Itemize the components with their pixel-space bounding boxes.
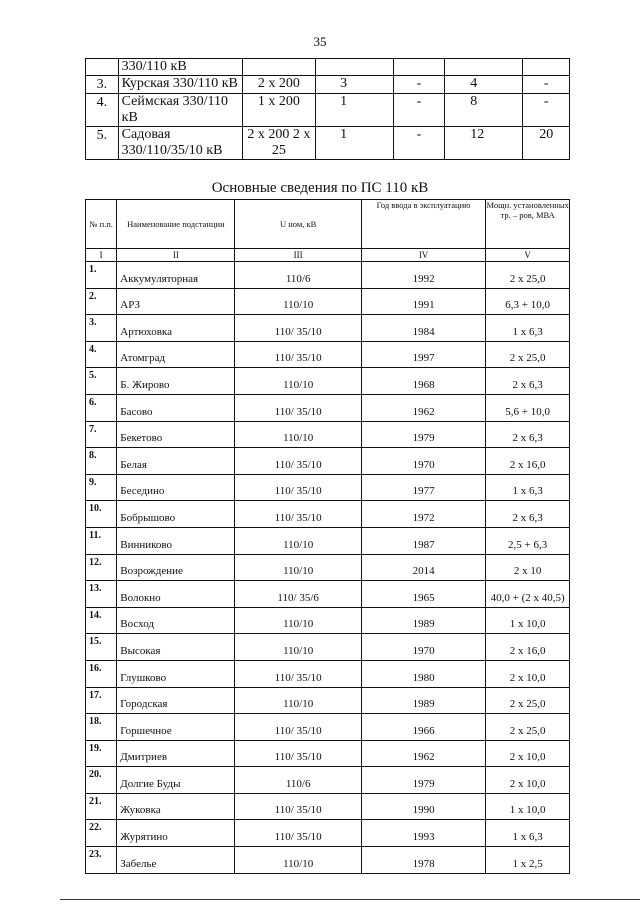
cell-num: 23. <box>86 847 117 874</box>
cell-u: 110/6 <box>235 262 361 289</box>
cell-name: Бобрышово <box>117 501 235 528</box>
cell-num: 9. <box>86 474 117 501</box>
cell-c6: 8 <box>445 94 523 127</box>
cell-num: 5. <box>86 127 119 160</box>
cell-num: 7. <box>86 421 117 448</box>
cell-num: 12. <box>86 554 117 581</box>
table-row <box>86 820 570 847</box>
cell-transformers: 1 х 200 <box>242 94 315 127</box>
roman-3: III <box>235 249 361 262</box>
cell-power: 2 х 16,0 <box>486 448 570 475</box>
cell-year: 1965 <box>361 581 485 608</box>
cell-u: 110/10 <box>235 527 361 554</box>
cell-u: 110/ 35/10 <box>235 660 361 687</box>
cell-name: Возрождение <box>117 554 235 581</box>
cell-num: 4. <box>86 94 119 127</box>
cell-c4: 3 <box>316 76 394 94</box>
cell-name: Долгие Буды <box>117 767 235 794</box>
table-header-row <box>86 200 570 249</box>
cell-num: 22. <box>86 820 117 847</box>
cell-year: 1972 <box>361 501 485 528</box>
cell-num: 6. <box>86 394 117 421</box>
cell-c7: - <box>523 94 570 127</box>
cell-year: 1970 <box>361 634 485 661</box>
cell-num: 21. <box>86 793 117 820</box>
header-num: № п.п. <box>86 200 117 249</box>
cell-year: 1997 <box>361 341 485 368</box>
section-title: Основные сведения по ПС 110 кВ <box>211 180 429 196</box>
cell-name: Дмитриев <box>117 740 235 767</box>
table-row <box>86 59 570 76</box>
table-row <box>86 714 570 741</box>
cell-year: 1990 <box>361 793 485 820</box>
cell-power: 2 х 10,0 <box>486 767 570 794</box>
cell-power: 2,5 + 6,3 <box>486 527 570 554</box>
cell-power: 1 х 6,3 <box>486 474 570 501</box>
header-name: Наименование подстанции <box>117 200 235 249</box>
cell-c4 <box>316 59 394 76</box>
cell-year: 1991 <box>361 288 485 315</box>
cell-power: 2 х 6,3 <box>486 501 570 528</box>
cell-c5 <box>393 59 445 76</box>
cell-num: 15. <box>86 634 117 661</box>
cell-num: 13. <box>86 581 117 608</box>
cell-c4: 1 <box>316 127 394 160</box>
cell-num: 3. <box>86 76 119 94</box>
table-row <box>86 501 570 528</box>
table-row <box>86 527 570 554</box>
cell-u: 110/ 35/6 <box>235 581 361 608</box>
cell-name: Б. Жирово <box>117 368 235 395</box>
cell-year: 1962 <box>361 740 485 767</box>
cell-u: 110/ 35/10 <box>235 793 361 820</box>
cell-num: 10. <box>86 501 117 528</box>
cell-power: 2 х 25,0 <box>486 714 570 741</box>
table-row <box>86 847 570 874</box>
cell-name: Белая <box>117 448 235 475</box>
cell-year: 1992 <box>361 262 485 289</box>
cell-u: 110/ 35/10 <box>235 341 361 368</box>
cell-num: 14. <box>86 607 117 634</box>
cell-u: 110/10 <box>235 288 361 315</box>
cell-num: 1. <box>86 262 117 289</box>
cell-u: 110/ 35/10 <box>235 474 361 501</box>
table-row <box>86 581 570 608</box>
cell-name: Артюховка <box>117 315 235 342</box>
cell-year: 1978 <box>361 847 485 874</box>
table-row <box>86 634 570 661</box>
table-row <box>86 421 570 448</box>
header-power: Мощн. установленных тр. – ров, МВА <box>486 200 570 249</box>
roman-numerals-row <box>86 249 570 262</box>
cell-u: 110/10 <box>235 421 361 448</box>
cell-u: 110/ 35/10 <box>235 820 361 847</box>
cell-transformers: 2 х 200 <box>242 76 315 94</box>
cell-power: 40,0 + (2 х 40,5) <box>486 581 570 608</box>
cell-transformers: 2 х 200 2 х 25 <box>242 127 315 160</box>
roman-2: II <box>117 249 235 262</box>
cell-u: 110/ 35/10 <box>235 315 361 342</box>
cell-num: 8. <box>86 448 117 475</box>
cell-u: 110/6 <box>235 767 361 794</box>
cell-power: 2 х 16,0 <box>486 634 570 661</box>
table-row <box>86 394 570 421</box>
cell-c6: 4 <box>445 76 523 94</box>
cell-u: 110/ 35/10 <box>235 501 361 528</box>
cell-num: 16. <box>86 660 117 687</box>
cell-year: 1989 <box>361 607 485 634</box>
cell-power: 1 х 10,0 <box>486 607 570 634</box>
cell-name: Атомград <box>117 341 235 368</box>
table-row <box>86 94 570 127</box>
substations-110-table <box>85 199 570 874</box>
cell-year: 1987 <box>361 527 485 554</box>
cell-power: 5,6 + 10,0 <box>486 394 570 421</box>
cell-u: 110/10 <box>235 554 361 581</box>
cell-u: 110/10 <box>235 368 361 395</box>
cell-power: 6,3 + 10,0 <box>486 288 570 315</box>
cell-name: Аккумуляторная <box>117 262 235 289</box>
cell-year: 1979 <box>361 767 485 794</box>
cell-u: 110/ 35/10 <box>235 448 361 475</box>
cell-u: 110/10 <box>235 847 361 874</box>
cell-u: 110/ 35/10 <box>235 394 361 421</box>
cell-name: Сеймская 330/110 кВ <box>118 94 242 127</box>
cell-year: 1966 <box>361 714 485 741</box>
cell-c5: - <box>393 94 445 127</box>
cell-u: 110/ 35/10 <box>235 740 361 767</box>
cell-c5: - <box>393 127 445 160</box>
cell-power: 1 х 2,5 <box>486 847 570 874</box>
cell-year: 1970 <box>361 448 485 475</box>
cell-power: 1 х 6,3 <box>486 315 570 342</box>
substations-330-table <box>85 58 570 160</box>
cell-year: 1984 <box>361 315 485 342</box>
page-bottom-rule <box>60 899 640 900</box>
table-row <box>86 660 570 687</box>
cell-year: 1979 <box>361 421 485 448</box>
cell-u: 110/10 <box>235 607 361 634</box>
cell-num: 3. <box>86 315 117 342</box>
cell-name: Высокая <box>117 634 235 661</box>
cell-name: Бекетово <box>117 421 235 448</box>
table-row <box>86 315 570 342</box>
cell-power: 2 х 25,0 <box>486 262 570 289</box>
table-row <box>86 262 570 289</box>
cell-c6 <box>445 59 523 76</box>
table-row <box>86 368 570 395</box>
cell-name: Глушково <box>117 660 235 687</box>
cell-num <box>86 59 119 76</box>
cell-num: 11. <box>86 527 117 554</box>
roman-4: IV <box>361 249 485 262</box>
cell-name: Восход <box>117 607 235 634</box>
cell-num: 2. <box>86 288 117 315</box>
cell-power: 2 х 25,0 <box>486 687 570 714</box>
cell-name: Басово <box>117 394 235 421</box>
cell-year: 2014 <box>361 554 485 581</box>
table-row <box>86 448 570 475</box>
cell-name: Курская 330/110 кВ <box>118 76 242 94</box>
cell-name: Винниково <box>117 527 235 554</box>
cell-c7: - <box>523 76 570 94</box>
cell-transformers <box>242 59 315 76</box>
header-year: Год ввода в эксплуатацию <box>361 200 485 249</box>
cell-year: 1962 <box>361 394 485 421</box>
cell-name: Садовая 330/110/35/10 кВ <box>118 127 242 160</box>
table-row <box>86 288 570 315</box>
cell-power: 2 х 10,0 <box>486 740 570 767</box>
cell-name: Городская <box>117 687 235 714</box>
cell-year: 1977 <box>361 474 485 501</box>
header-u-nom: U ном, кВ <box>235 200 361 249</box>
cell-name: АРЗ <box>117 288 235 315</box>
table-row <box>86 127 570 160</box>
cell-c4: 1 <box>316 94 394 127</box>
cell-num: 20. <box>86 767 117 794</box>
cell-name: 330/110 кВ <box>118 59 242 76</box>
page-number: 35 <box>313 34 327 49</box>
cell-name: Журятино <box>117 820 235 847</box>
roman-5: V <box>486 249 570 262</box>
cell-c5: - <box>393 76 445 94</box>
cell-power: 2 х 10,0 <box>486 660 570 687</box>
table-row <box>86 474 570 501</box>
cell-power: 1 х 10,0 <box>486 793 570 820</box>
cell-num: 19. <box>86 740 117 767</box>
roman-1: I <box>86 249 117 262</box>
cell-name: Волокно <box>117 581 235 608</box>
cell-num: 5. <box>86 368 117 395</box>
cell-name: Забелье <box>117 847 235 874</box>
cell-power: 2 х 6,3 <box>486 421 570 448</box>
cell-name: Горшечное <box>117 714 235 741</box>
table-row <box>86 607 570 634</box>
table-row <box>86 687 570 714</box>
cell-name: Жуковка <box>117 793 235 820</box>
cell-u: 110/ 35/10 <box>235 714 361 741</box>
cell-power: 2 х 6,3 <box>486 368 570 395</box>
cell-year: 1968 <box>361 368 485 395</box>
cell-c7: 20 <box>523 127 570 160</box>
cell-num: 4. <box>86 341 117 368</box>
cell-u: 110/10 <box>235 687 361 714</box>
cell-u: 110/10 <box>235 634 361 661</box>
table-row <box>86 554 570 581</box>
table-row <box>86 740 570 767</box>
cell-num: 17. <box>86 687 117 714</box>
cell-c7 <box>523 59 570 76</box>
table-row <box>86 76 570 94</box>
table-row <box>86 793 570 820</box>
cell-c6: 12 <box>445 127 523 160</box>
cell-power: 1 х 6,3 <box>486 820 570 847</box>
cell-year: 1980 <box>361 660 485 687</box>
cell-power: 2 х 25,0 <box>486 341 570 368</box>
cell-year: 1993 <box>361 820 485 847</box>
cell-name: Беседино <box>117 474 235 501</box>
table-row <box>86 767 570 794</box>
table-row <box>86 341 570 368</box>
cell-year: 1989 <box>361 687 485 714</box>
cell-power: 2 х 10 <box>486 554 570 581</box>
cell-num: 18. <box>86 714 117 741</box>
